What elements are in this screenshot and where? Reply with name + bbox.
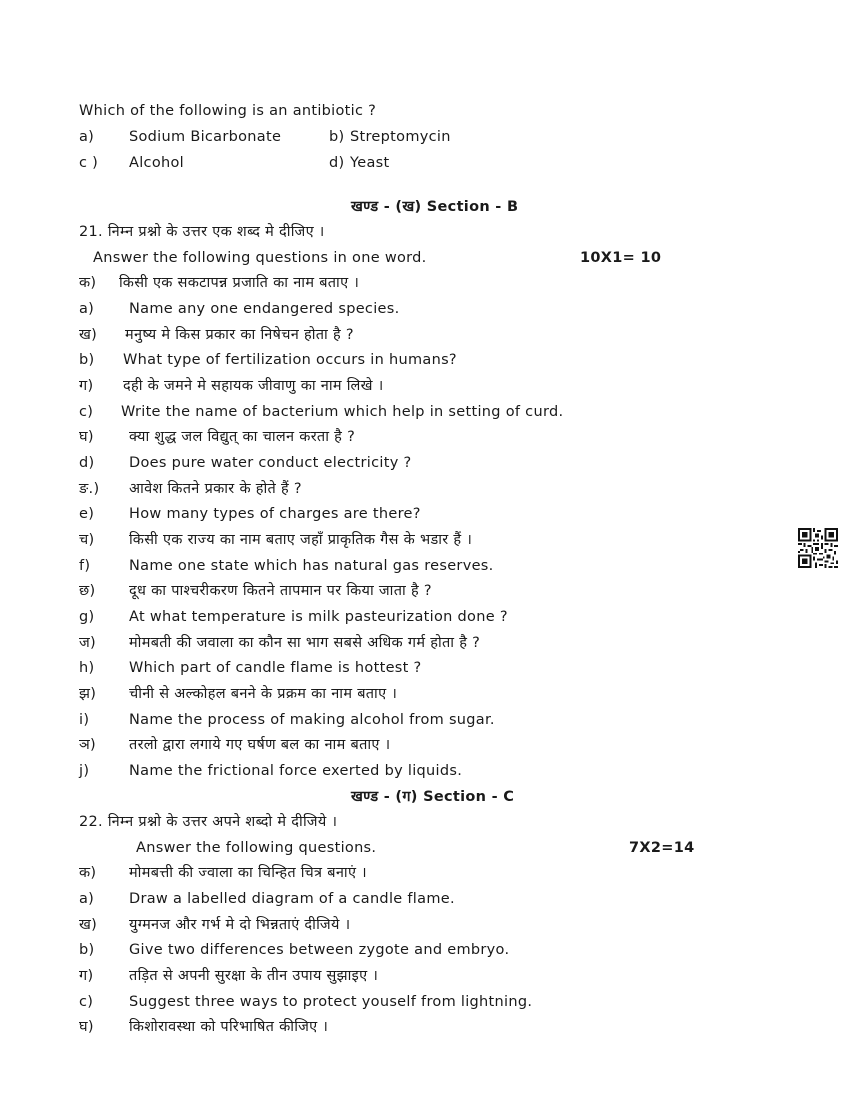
q21-item-key-en: g): [79, 609, 95, 625]
q22-item-en: Give two differences between zygote and embryo.: [129, 942, 510, 958]
q22-item-key-en: c): [79, 994, 94, 1010]
q21-item-key-hi: झ): [79, 686, 97, 702]
q21-item-key-en: h): [79, 660, 95, 676]
q21-marks: 10X1= 10: [580, 250, 662, 266]
q21-item-hi: मोमबती की जवाला का कौन सा भाग सबसे अधिक गर्म होता है ?: [129, 635, 481, 651]
q21-item-en: Name the process of making alcohol from sugar.: [129, 712, 495, 728]
q22-item-key-en: b): [79, 942, 95, 958]
q21-item-key-hi: क): [79, 275, 97, 291]
q21-item-hi: क्या शुद्ध जल विद्युत् का चालन करता है ?: [129, 429, 356, 445]
q22-item-key-hi: घ): [79, 1019, 94, 1035]
q21-item-hi: आवेश कितने प्रकार के होते हैं ?: [129, 481, 302, 497]
q21-item-key-en: d): [79, 455, 95, 471]
section-c-heading-hi: खण्ड - (ग): [351, 789, 418, 805]
q21-item-en: What type of fertilization occurs in humans?: [123, 352, 457, 368]
q20-option-b: Streptomycin: [350, 129, 451, 145]
q21-item-hi: किसी एक सकटापन्न प्रजाति का नाम बताए ।: [119, 275, 360, 291]
q20-option-d-key: d): [329, 155, 345, 171]
q22-item-key-en: a): [79, 891, 95, 907]
q21-instruction-en: Answer the following questions in one word.: [93, 250, 427, 266]
q21-item-key-en: a): [79, 301, 95, 317]
q22-number: 22.: [79, 814, 103, 830]
q21-item-hi: किसी एक राज्य का नाम बताए जहाँ प्राकृतिक गैस के भडार हैं ।: [129, 532, 473, 548]
q21-item-key-hi: ज): [79, 635, 97, 651]
qr-code-icon: [798, 528, 838, 568]
q21-item-key-en: j): [79, 763, 90, 779]
q22-item-en: Draw a labelled diagram of a candle flame.: [129, 891, 455, 907]
q21-item-en: Does pure water conduct electricity ?: [129, 455, 412, 471]
q21-instruction-hi-text: निम्न प्रश्नो के उत्तर एक शब्द मे दीजिए ।: [107, 224, 325, 240]
q21-instruction-hi: [79, 223, 325, 241]
q20-option-b-key: b): [329, 129, 345, 145]
section-b-heading-hi: खण्ड - (ख): [351, 199, 422, 215]
q21-item-key-hi: ग): [79, 378, 94, 394]
q21-item-en: Which part of candle flame is hottest ?: [129, 660, 422, 676]
q21-item-key-hi: ख): [79, 327, 98, 343]
q20-option-a-key: a): [79, 129, 95, 145]
q21-item-en: Name any one endangered species.: [129, 301, 400, 317]
q22-item-key-hi: ग): [79, 968, 94, 984]
q21-item-en: How many types of charges are there?: [129, 506, 421, 522]
q21-item-en: Write the name of bacterium which help in setting of curd.: [121, 404, 564, 420]
q22-item-key-hi: ख): [79, 917, 98, 933]
q21-item-key-hi: घ): [79, 429, 94, 445]
q21-item-key-en: f): [79, 558, 91, 574]
q21-item-key-hi: छ): [79, 583, 96, 599]
q21-item-en: Name the frictional force exerted by liquids.: [129, 763, 463, 779]
q22-instruction-hi: [79, 813, 337, 831]
q22-instruction-en: Answer the following questions.: [136, 840, 377, 856]
q22-item-key-hi: क): [79, 865, 97, 881]
q21-item-key-en: b): [79, 352, 95, 368]
q21-item-en: Name one state which has natural gas reserves.: [129, 558, 494, 574]
q20-option-c-key: c ): [79, 155, 99, 171]
q21-item-en: At what temperature is milk pasteurization done ?: [129, 609, 508, 625]
q22-item-en: Suggest three ways to protect youself from lightning.: [129, 994, 533, 1010]
q22-item-hi: किशोरावस्था को परिभाषित कीजिए ।: [129, 1019, 329, 1035]
q21-item-key-hi: ङ.): [79, 481, 100, 497]
q21-item-hi: तरलो द्वारा लगाये गए घर्षण बल का नाम बताए ।: [129, 737, 391, 753]
q20-option-a: Sodium Bicarbonate: [129, 129, 282, 145]
section-c-heading-en: Section - C: [423, 789, 515, 805]
section-b-heading-en: Section - B: [426, 199, 519, 215]
q21-item-key-hi: च): [79, 532, 95, 548]
q21-item-hi: दूध का पाश्चरीकरण कितने तापमान पर किया जाता है ?: [129, 583, 432, 599]
q21-item-key-en: e): [79, 506, 95, 522]
q21-item-key-hi: ञ): [79, 737, 97, 753]
q21-item-hi: दही के जमने मे सहायक जीवाणु का नाम लिखे ।: [123, 378, 384, 394]
q21-number: 21.: [79, 224, 103, 240]
q22-item-hi: युग्मनज और गर्भ मे दो भिन्नताएं दीजिये ।: [129, 917, 351, 933]
q21-item-key-en: i): [79, 712, 90, 728]
q22-item-hi: मोमबत्ती की ज्वाला का चिन्हित चित्र बनाएं ।: [129, 865, 367, 881]
q21-item-hi: मनुष्य मे किस प्रकार का निषेचन होता है ?: [125, 327, 354, 343]
q21-item-key-en: c): [79, 404, 94, 420]
q20-option-c: Alcohol: [129, 155, 184, 171]
q22-item-hi: तड़ित से अपनी सुरक्षा के तीन उपाय सुझाइए ।: [129, 968, 379, 984]
q20-option-d: Yeast: [350, 155, 390, 171]
section-b-heading: [351, 198, 518, 216]
q22-instruction-hi-text: निम्न प्रश्नो के उत्तर अपने शब्दो मे दीजिये ।: [107, 814, 338, 830]
section-c-heading: [351, 788, 514, 806]
q22-marks: 7X2=14: [629, 840, 695, 856]
q20-question: Which of the following is an antibiotic ?: [79, 103, 377, 119]
q21-item-hi: चीनी से अल्कोहल बनने के प्रक्रम का नाम बताए ।: [129, 686, 398, 702]
